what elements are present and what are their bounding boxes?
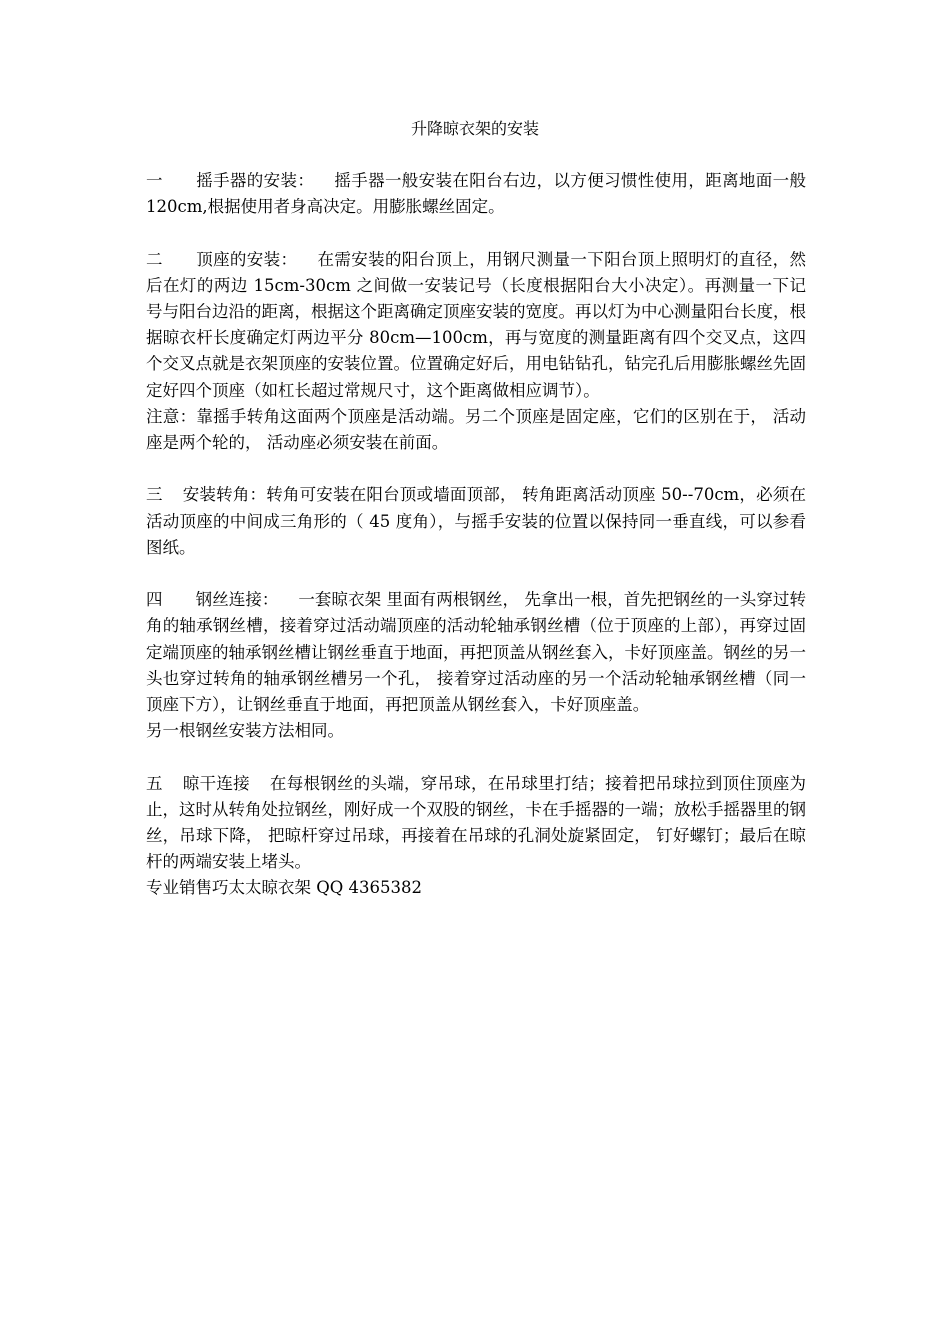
section-4 [146, 587, 806, 718]
section-5 [146, 771, 806, 876]
section-2-note: 注意：靠摇手转角这面两个顶座是活动端。另二个顶座是固定座，它们的区别在于， 活动座是两个轮的， 活动座必须安装在前面。 [146, 406, 806, 453]
section-5-number: 五 [146, 773, 163, 793]
section-3-text: 转角可安装在阳台顶或墙面顶部， 转角距离活动顶座 50--70cm，必须在活动顶座的中间成三角形的（ 45 度角），与摇手安装的位置以保持同一垂直线，可以参看图纸。 [146, 485, 806, 557]
section-1-number: 一 [146, 171, 163, 190]
section-4-text: 一套晾衣架 里面有两根钢丝， 先拿出一根，首先把钢丝的一头穿过转角的轴承钢丝槽，接着穿过活动端顶座的活动轮轴承钢丝槽（位于顶座的上部），再穿过固定端顶座的轴承钢丝槽让钢丝垂直于地面，再把顶盖从钢丝套入，卡好顶座盖。钢丝的另一头也穿过转角的轴承钢丝槽另一个孔， 接着穿过活动座的另一个活动轮轴承钢丝槽（同一顶座下方），让钢丝垂直于地面，再把顶盖从钢丝套入，卡好顶座盖。 [146, 590, 807, 715]
section-2-number: 二 [146, 249, 163, 269]
section-4-heading: 钢丝连接： [195, 590, 279, 610]
document-title: 升降晾衣架的安装 [410, 119, 539, 138]
section-4-number: 四 [146, 590, 163, 610]
section-1-text: 摇手器一般安装在阳台右边，以方便习惯性使用，距离地面一般 120cm,根据使用者身高决定。用膨胀螺丝固定。 [146, 171, 807, 217]
section-5-text: 在每根钢丝的头端，穿吊球，在吊球里打结；接着把吊球拉到顶住顶座为止，这时从转角处拉钢丝，刚好成一个双股的钢丝，卡在手摇器的一端；放松手摇器里的钢丝，吊球下降， 把晾杆穿过吊球，再接着在吊球的孔洞处旋紧固定， 钉好螺钉；最后在晾杆的两端安装上堵头。 [146, 773, 807, 872]
section-1-heading: 摇手器的安装： [195, 171, 315, 190]
section-3-number: 三 [146, 485, 163, 505]
section-3 [146, 482, 806, 561]
section-2-text: 在需安装的阳台顶上，用钢尺测量一下阳台顶上照明灯的直径，然后在灯的两边 15cm-30cm 之间做一安装记号（长度根据阳台大小决定）。再测量一下记号与阳台边沿的距离，根据这个距离确定顶座安装的宽度。再以灯为中心测量阳台长度，根据晾衣杆长度确定灯两边平分 80cm—100cm，再与宽度的测量距离有四个交叉点，这四个交叉点就是衣架顶座的安装位置。位置确定好后，用电钻钻孔，钻完孔后用膨胀螺丝先固定好四个顶座（如杠长超过常规尺寸，这个距离做相应调节）。 [146, 249, 807, 400]
section-5-heading: 晾干连接 [182, 773, 250, 793]
section-3-heading: 安装转角： [182, 485, 267, 505]
section-2-heading: 顶座的安装： [195, 249, 298, 269]
section-2 [146, 247, 806, 404]
document-body [146, 168, 806, 902]
section-1 [146, 168, 806, 220]
footer-contact: 专业销售巧太太晾衣架 QQ 4365382 [146, 878, 423, 898]
section-4-note: 另一根钢丝安装方法相同。 [146, 721, 344, 741]
